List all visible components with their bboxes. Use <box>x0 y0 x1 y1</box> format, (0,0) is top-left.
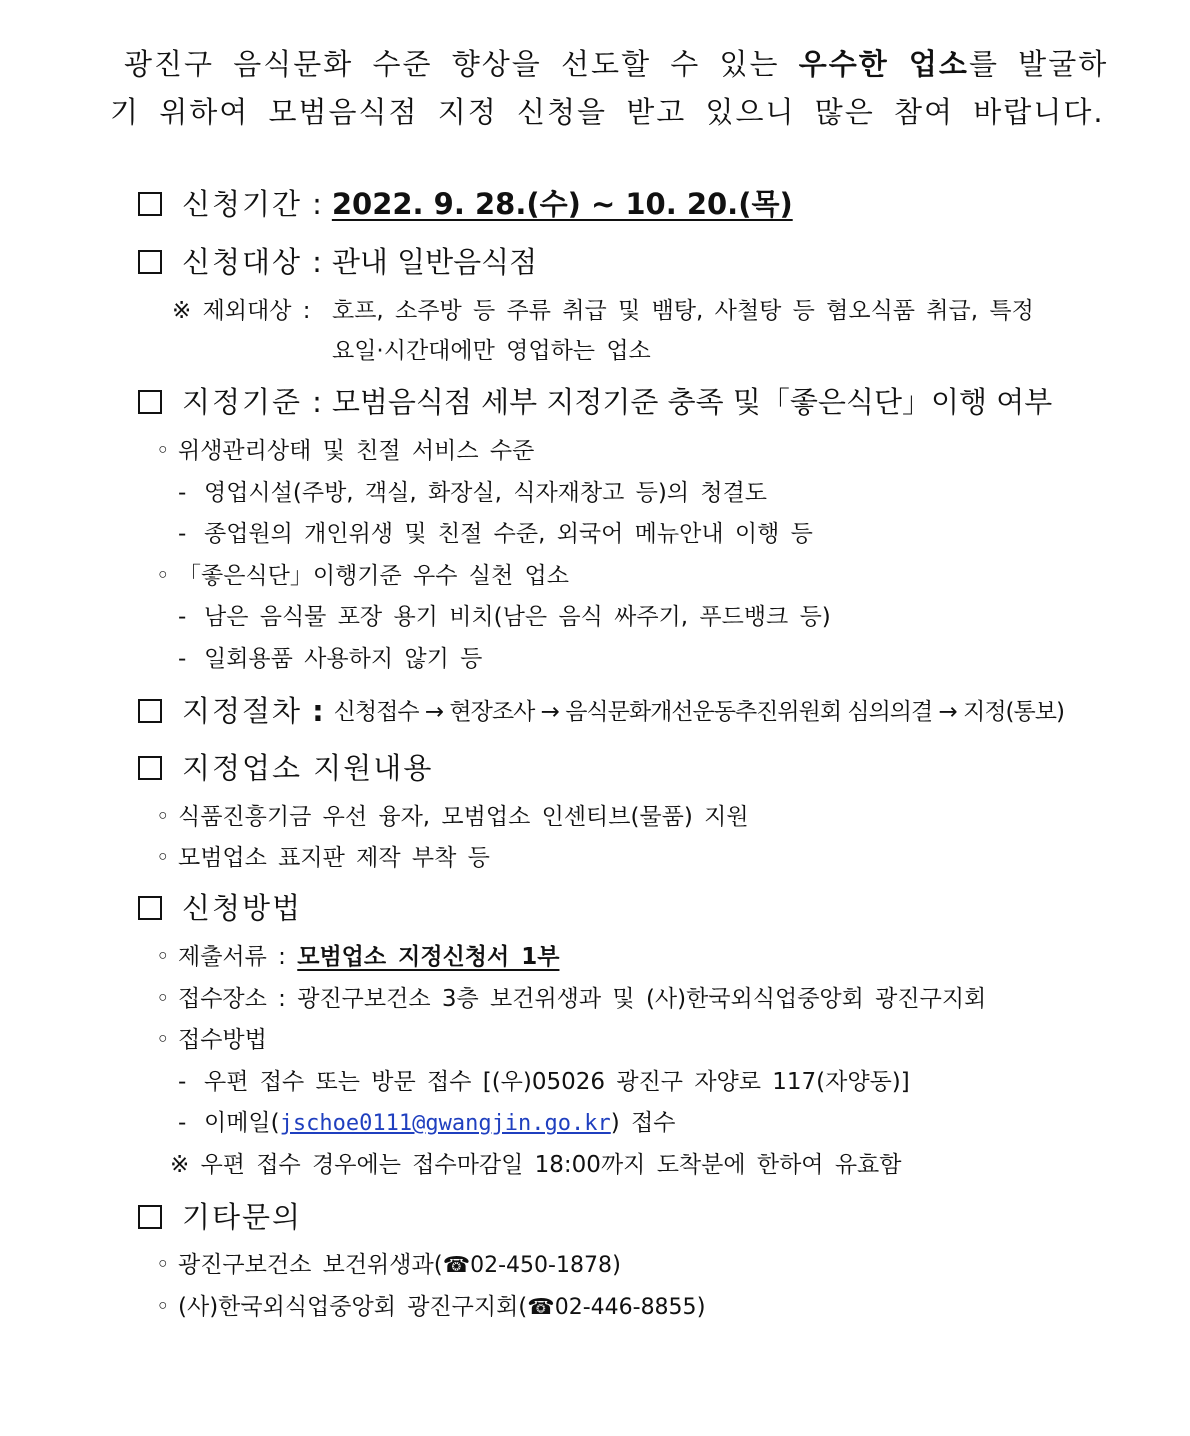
colon: : <box>312 694 324 728</box>
email-prefix: 이메일( <box>204 1110 280 1136</box>
email-suffix: ) 접수 <box>610 1110 676 1136</box>
list-item-text: 남은 음식물 포장 용기 비치(남은 음식 싸주기, 푸드뱅크 등) <box>204 604 831 630</box>
place-value: 광진구보건소 3층 보건위생과 및 (사)한국외식업중앙회 광진구지회 <box>297 986 987 1012</box>
contact-name: 광진구보건소 보건위생과( <box>178 1252 443 1278</box>
checkbox-icon <box>138 699 162 723</box>
colon: : <box>312 187 322 221</box>
list-subitem <box>178 1104 676 1137</box>
checkbox-icon <box>138 896 162 920</box>
checkbox-icon <box>138 250 162 274</box>
section-target <box>138 240 537 281</box>
exclusion-line-2: 요일·시간대에만 영업하는 업소 <box>332 338 651 364</box>
list-item <box>156 938 559 971</box>
exclusion-line-1: 호프, 소주방 등 주류 취급 및 뱀탕, 사철탕 등 혐오식품 취급, 특정 <box>332 298 1034 324</box>
email-link[interactable]: jschoe0111@gwangjin.go.kr <box>279 1111 611 1136</box>
support-label: 지정업소 지원내용 <box>182 751 434 785</box>
dash: - <box>178 521 187 547</box>
list-item <box>156 1288 706 1321</box>
list-item-text: 식품진흥기금 우선 융자, 모범업소 인센티브(물품) 지원 <box>178 804 749 830</box>
contact-name: (사)한국외식업중앙회 광진구지회( <box>178 1294 528 1320</box>
list-item <box>156 980 986 1013</box>
list-item-text: 종업원의 개인위생 및 친절 수준, 외국어 메뉴안내 이행 등 <box>204 521 813 547</box>
list-item <box>156 1021 267 1054</box>
bullet: ◦ <box>156 1252 170 1278</box>
how-label: 접수방법 <box>178 1027 267 1053</box>
list-item-text: 「좋은식단」이행기준 우수 실천 업소 <box>178 563 569 589</box>
docs-label: 제출서류 : <box>178 944 286 970</box>
checkbox-icon <box>138 756 162 780</box>
procedure-label: 지정절차 <box>182 694 303 728</box>
phone-number: ☎02-450-1878 <box>442 1253 612 1278</box>
place-label: 접수장소 : <box>178 986 286 1012</box>
list-subitem <box>178 598 831 631</box>
list-subitem <box>178 1063 910 1096</box>
bullet: ◦ <box>156 1294 170 1320</box>
period-value: 2022. 9. 28.(수) ~ 10. 20.(목) <box>331 187 793 221</box>
bullet: ◦ <box>156 1027 170 1053</box>
list-item <box>156 1246 621 1279</box>
dash: - <box>178 1110 187 1136</box>
list-item-text: 모범업소 표지판 제작 부착 등 <box>178 845 490 871</box>
period-label: 신청기간 <box>182 187 303 221</box>
section-method <box>138 886 302 927</box>
list-subitem <box>178 515 813 548</box>
list-item <box>156 432 534 465</box>
list-subitem <box>178 640 482 673</box>
method-note: ※ 우편 접수 경우에는 접수마감일 18:00까지 도착분에 한하여 유효함 <box>170 1152 902 1178</box>
criteria-label: 지정기준 <box>182 385 303 419</box>
exclusion-label: ※ 제외대상 : <box>172 298 311 324</box>
paren: ) <box>611 1252 621 1278</box>
target-label: 신청대상 <box>182 245 303 279</box>
criteria-value: 모범음식점 세부 지정기준 충족 및「좋은식단」이행 여부 <box>331 385 1053 419</box>
target-value: 관내 일반음식점 <box>331 245 538 279</box>
checkbox-icon <box>138 390 162 414</box>
intro-text: 광진구 음식문화 수준 향상을 선도할 수 있는 <box>124 47 799 81</box>
mail-text: 우편 접수 또는 방문 접수 [(우)05026 광진구 자양로 117(자양동)] <box>204 1069 910 1095</box>
list-item <box>156 557 569 590</box>
intro-emphasis: 우수한 업소 <box>798 47 969 81</box>
contact-label: 기타문의 <box>182 1200 303 1234</box>
docs-value: 모범업소 지정신청서 1부 <box>297 944 560 970</box>
list-item-text: 일회용품 사용하지 않기 등 <box>204 646 483 672</box>
bullet: ◦ <box>156 804 170 830</box>
section-contact <box>138 1195 302 1236</box>
bullet: ◦ <box>156 944 170 970</box>
section-support <box>138 746 433 787</box>
section-criteria <box>138 380 1052 421</box>
list-item-text: 위생관리상태 및 친절 서비스 수준 <box>178 438 535 464</box>
intro-line-2: 기 위하여 모범음식점 지정 신청을 받고 있으니 많은 참여 바랍니다. <box>110 95 1105 129</box>
intro-text-end: 를 발굴하 <box>968 47 1109 81</box>
dash: - <box>178 604 187 630</box>
list-subitem <box>178 474 767 507</box>
bullet: ◦ <box>156 845 170 871</box>
dash: - <box>178 646 187 672</box>
dash: - <box>178 480 187 506</box>
list-item-text: 영업시설(주방, 객실, 화장실, 식자재창고 등)의 청결도 <box>204 480 768 506</box>
bullet: ◦ <box>156 438 170 464</box>
bullet: ◦ <box>156 986 170 1012</box>
list-item <box>156 839 490 872</box>
list-item <box>156 798 749 831</box>
procedure-value: 신청접수 → 현장조사 → 음식문화개선운동추진위원회 심의의결 → 지정(통보) <box>333 699 1064 725</box>
colon: : <box>312 245 322 279</box>
intro-line-1 <box>124 42 1108 83</box>
section-period <box>138 182 793 223</box>
dash: - <box>178 1069 187 1095</box>
phone-number: ☎02-446-8855 <box>527 1295 697 1320</box>
checkbox-icon <box>138 192 162 216</box>
section-procedure <box>138 689 1064 730</box>
colon: : <box>312 385 322 419</box>
checkbox-icon <box>138 1205 162 1229</box>
bullet: ◦ <box>156 563 170 589</box>
paren: ) <box>696 1294 706 1320</box>
method-label: 신청방법 <box>182 891 303 925</box>
